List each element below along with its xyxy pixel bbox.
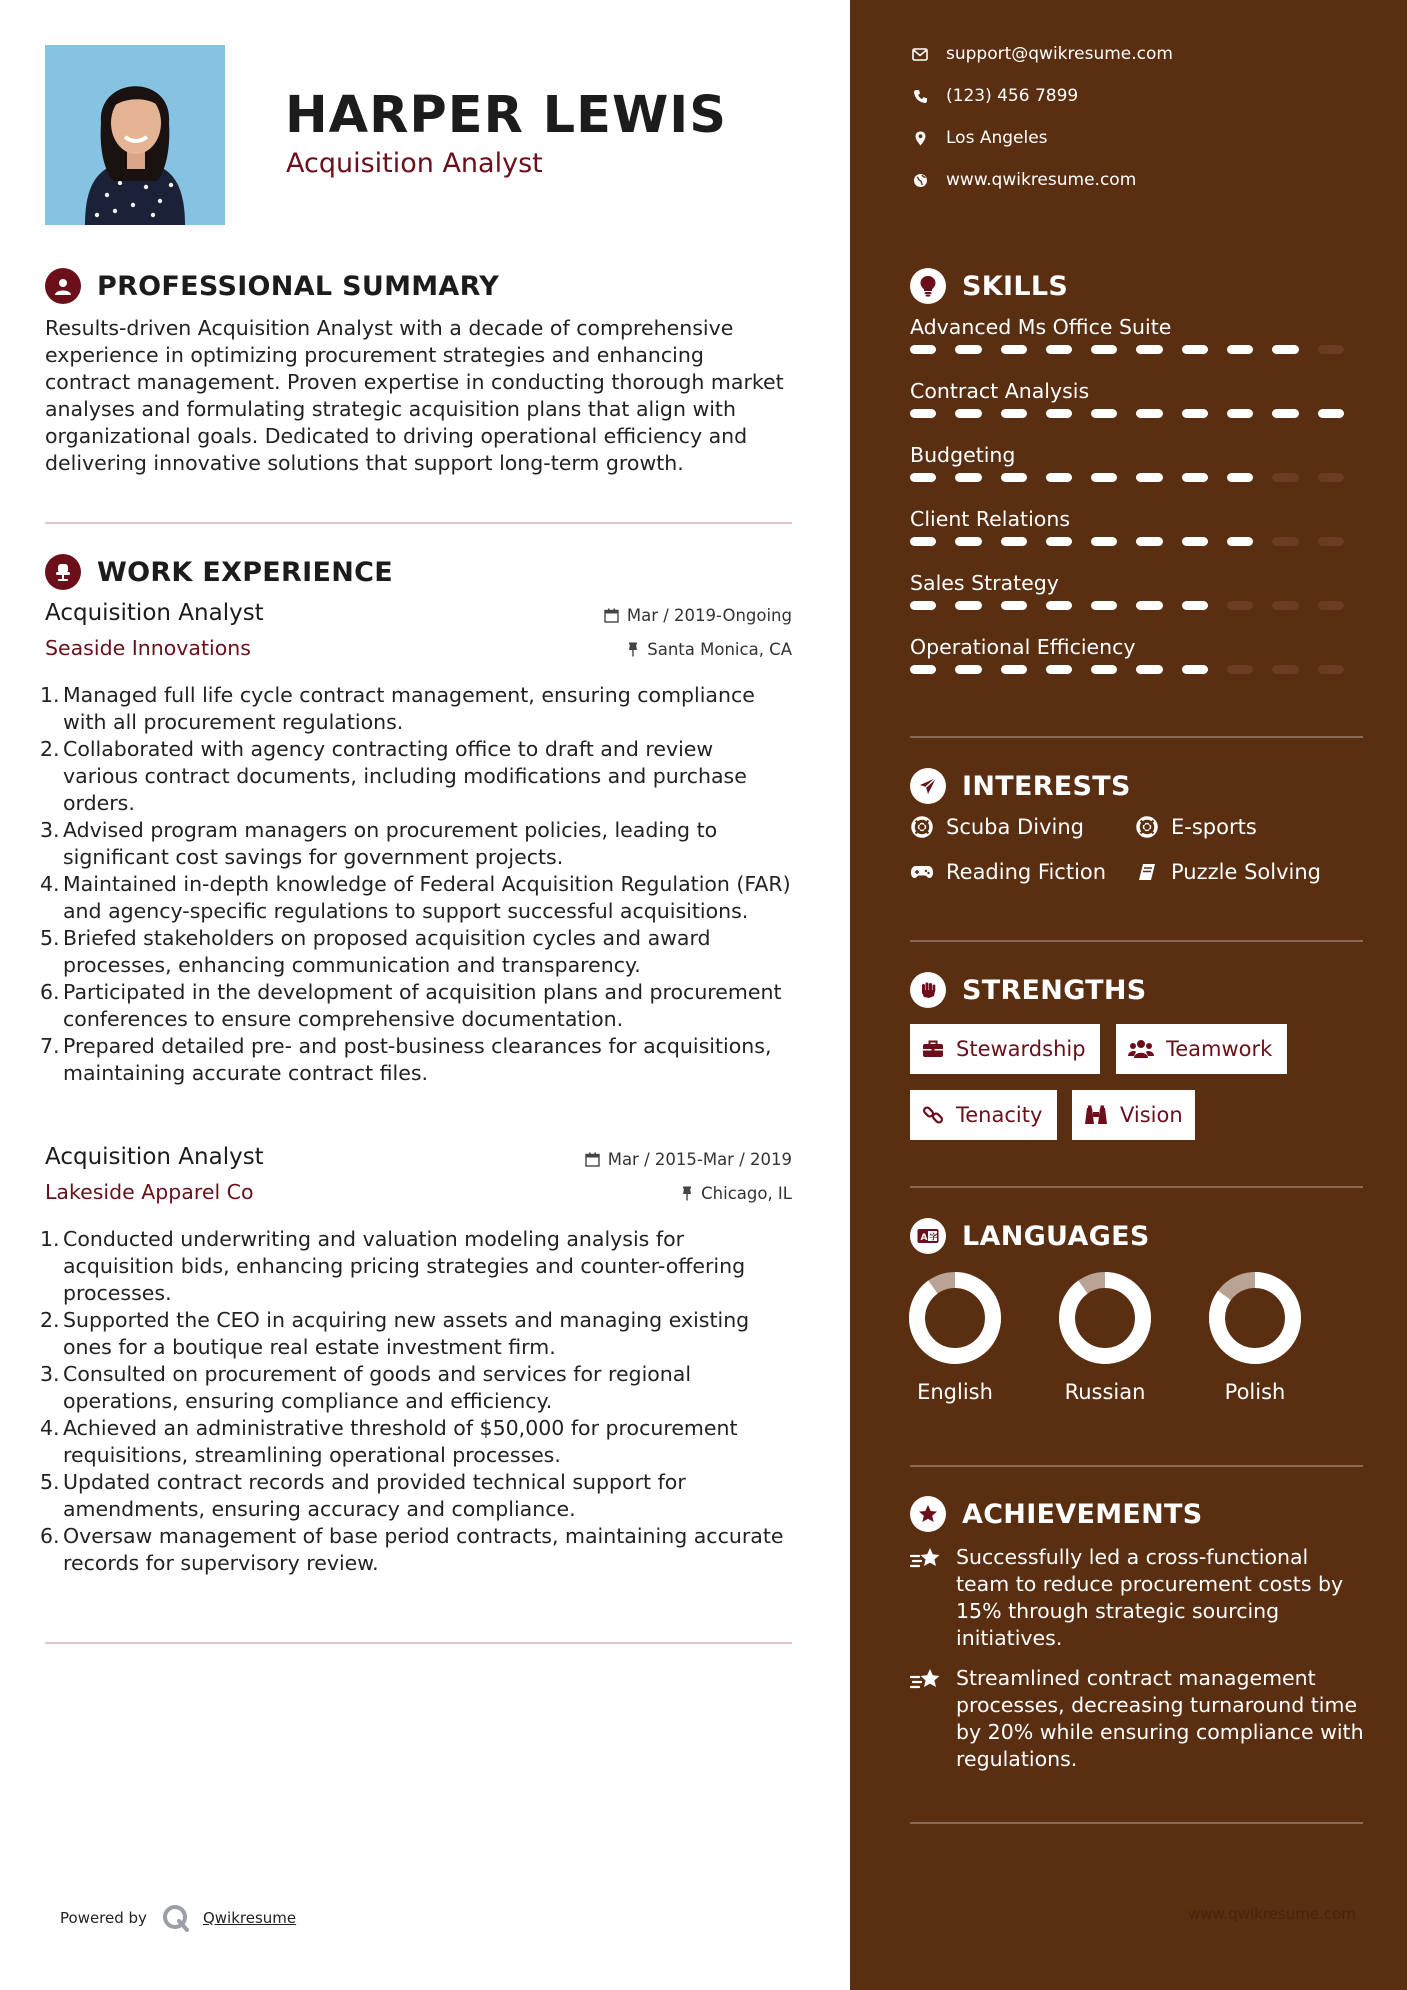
skill-name: Operational Efficiency — [910, 635, 1136, 659]
skill-level-segment — [1046, 409, 1072, 418]
qwikresume-link[interactable]: Qwikresume — [202, 1909, 297, 1927]
skill-level-segment — [1046, 665, 1072, 674]
skill-level-segment — [910, 601, 936, 610]
profile-photo — [45, 45, 225, 225]
divider — [910, 736, 1363, 738]
skill-name: Advanced Ms Office Suite — [910, 315, 1172, 339]
skill-level-segment — [1046, 473, 1072, 482]
skill-level-segment — [1272, 473, 1298, 482]
list-item — [40, 736, 792, 817]
list-text: Participated in the development of acquisition plans and procurement conferences to ensure comprehensive documentation. — [63, 980, 782, 1031]
skill-level-segment — [955, 665, 981, 674]
strength-tag: Teamwork — [1116, 1024, 1287, 1074]
list-number: 4. — [40, 1416, 60, 1440]
star-badge-icon — [910, 1496, 946, 1532]
skill-level-segment — [1136, 665, 1162, 674]
skill-level-segment — [910, 473, 936, 482]
skill-level-segment — [1182, 473, 1208, 482]
language-item — [1040, 1270, 1170, 1404]
job-title: Acquisition Analyst — [45, 600, 264, 626]
link-icon — [922, 1104, 944, 1126]
footer-site: www.qwikresume.com — [1188, 1905, 1356, 1923]
skill-level-segment — [1227, 665, 1253, 674]
list-text: Oversaw management of base period contracts, maintaining accurate records for supervisory review. — [63, 1524, 784, 1575]
skill-level-segment — [1227, 537, 1253, 546]
skill-level-segment — [1001, 537, 1027, 546]
paper-plane-icon — [910, 768, 946, 804]
languages-heading — [910, 1218, 1150, 1254]
candidate-name: HARPER LEWIS — [285, 86, 727, 145]
list-number: 5. — [40, 926, 60, 950]
divider — [910, 940, 1363, 942]
skills-title: SKILLS — [962, 270, 1069, 302]
language-item — [1190, 1270, 1320, 1404]
divider — [910, 1465, 1363, 1467]
fist-icon — [910, 972, 946, 1008]
job-bullets — [40, 1226, 792, 1577]
book-icon — [1135, 862, 1159, 882]
list-text: Managed full life cycle contract management, ensuring compliance with all procurement regulations. — [63, 683, 755, 734]
job-company: Seaside Innovations — [45, 636, 251, 660]
powered-by-label: Powered by — [60, 1909, 147, 1927]
list-text: Collaborated with agency contracting office to draft and review various contract documents, including modifications and purchase orders. — [63, 737, 747, 815]
skill-level-segment — [1091, 665, 1117, 674]
calendar-icon — [604, 608, 619, 623]
skill-item — [910, 379, 1363, 421]
skill-level-segment — [1182, 601, 1208, 610]
skill-level-segment — [1001, 601, 1027, 610]
skill-level-segment — [1046, 537, 1072, 546]
skill-level-segment — [955, 345, 981, 354]
skill-level-segment — [1182, 665, 1208, 674]
skill-level-segment — [1227, 345, 1253, 354]
language-proficiency-arc — [917, 1280, 993, 1356]
binoculars-icon — [1084, 1105, 1108, 1125]
list-text: Briefed stakeholders on proposed acquisition cycles and award processes, enhancing communication and transparency. — [63, 926, 711, 977]
skill-level-segment — [1136, 537, 1162, 546]
shooting-star-icon — [910, 1667, 942, 1699]
strength-tag: Vision — [1072, 1090, 1195, 1140]
interest-item: E-sports — [1135, 815, 1257, 839]
list-item — [40, 1469, 792, 1523]
list-item — [40, 871, 792, 925]
skill-level-segment — [1136, 473, 1162, 482]
list-number: 4. — [40, 872, 60, 896]
skill-level-segment — [1227, 409, 1253, 418]
skill-name: Sales Strategy — [910, 571, 1059, 595]
interest-item: Scuba Diving — [910, 815, 1084, 839]
skill-level-segment — [1001, 473, 1027, 482]
skill-item — [910, 443, 1363, 485]
phone-icon — [910, 89, 930, 104]
list-text: Achieved an administrative threshold of $50,000 for procurement requisitions, streamlining operational processes. — [63, 1416, 738, 1467]
strengths-title: STRENGTHS — [962, 974, 1147, 1006]
strength-tag: Stewardship — [910, 1024, 1100, 1074]
interests-heading — [910, 768, 1131, 804]
skill-level-bar — [910, 601, 1363, 613]
skill-level-segment — [1091, 601, 1117, 610]
skill-level-segment — [1227, 601, 1253, 610]
interest-item: Puzzle Solving — [1135, 860, 1321, 884]
list-item — [40, 682, 792, 736]
job-company: Lakeside Apparel Co — [45, 1180, 254, 1204]
strength-tag: Tenacity — [910, 1090, 1057, 1140]
list-item — [40, 817, 792, 871]
svg-text:A: A — [920, 1233, 928, 1243]
skill-level-segment — [910, 345, 936, 354]
skill-level-segment — [1272, 665, 1298, 674]
list-item — [40, 1033, 792, 1087]
globe-icon — [910, 173, 930, 188]
list-number: 3. — [40, 818, 60, 842]
list-number: 3. — [40, 1362, 60, 1386]
skill-level-segment — [1318, 345, 1344, 354]
skill-level-segment — [1136, 409, 1162, 418]
skill-level-segment — [955, 409, 981, 418]
skill-level-segment — [1046, 345, 1072, 354]
skill-name: Contract Analysis — [910, 379, 1090, 403]
skill-level-segment — [1091, 473, 1117, 482]
job-bullets — [40, 682, 792, 1087]
skill-level-segment — [1091, 345, 1117, 354]
skill-item — [910, 315, 1363, 357]
lifebuoy-icon — [1135, 816, 1159, 838]
contact-email[interactable]: support@qwikresume.com — [910, 44, 1173, 64]
list-text: Consulted on procurement of goods and services for regional operations, ensuring compliance and efficiency. — [63, 1362, 692, 1413]
skill-level-segment — [910, 665, 936, 674]
skill-name: Budgeting — [910, 443, 1016, 467]
languages-title: LANGUAGES — [962, 1220, 1150, 1252]
interests-title: INTERESTS — [962, 770, 1131, 802]
skill-level-segment — [1272, 409, 1298, 418]
briefcase-icon — [922, 1040, 944, 1058]
list-item — [40, 979, 792, 1033]
skill-level-segment — [1318, 473, 1344, 482]
skill-level-segment — [1318, 601, 1344, 610]
skill-level-segment — [1001, 345, 1027, 354]
skill-level-segment — [1318, 537, 1344, 546]
skill-level-segment — [1318, 409, 1344, 418]
contact-website[interactable]: www.qwikresume.com — [910, 170, 1136, 190]
skill-level-segment — [955, 601, 981, 610]
language-proficiency-ring — [1057, 1270, 1153, 1366]
skill-level-segment — [1091, 537, 1117, 546]
achievements-title: ACHIEVEMENTS — [962, 1498, 1203, 1530]
language-name: English — [917, 1380, 993, 1404]
list-text: Conducted underwriting and valuation modeling analysis for acquisition bids, enhancing pricing strategies and counter-offering processes. — [63, 1227, 746, 1305]
divider — [910, 1186, 1363, 1188]
skill-item — [910, 635, 1363, 677]
pin-icon — [681, 1186, 693, 1201]
candidate-role: Acquisition Analyst — [286, 148, 543, 179]
language-proficiency-ring — [1207, 1270, 1303, 1366]
users-icon — [1128, 1039, 1154, 1059]
divider — [910, 1822, 1363, 1824]
list-number: 5. — [40, 1470, 60, 1494]
gamepad-icon — [910, 864, 934, 880]
skill-level-bar — [910, 537, 1363, 549]
skill-level-segment — [1001, 409, 1027, 418]
language-item — [890, 1270, 1020, 1404]
experience-heading — [45, 554, 393, 590]
lifebuoy-icon — [910, 816, 934, 838]
interest-item: Reading Fiction — [910, 860, 1106, 884]
job-location: Chicago, IL — [681, 1184, 792, 1203]
list-number: 7. — [40, 1034, 60, 1058]
contact-phone[interactable]: (123) 456 7899 — [910, 86, 1078, 106]
language-proficiency-arc — [1067, 1280, 1143, 1356]
list-text: Advised program managers on procurement policies, leading to significant cost savings for government projects. — [63, 818, 718, 869]
list-item — [40, 925, 792, 979]
summary-text: Results-driven Acquisition Analyst with a decade of comprehensive experience in optimizing procurement strategies and enhancing contract management. Proven expertise in conducting thorough market analyses and formulating strategic acquisition plans that align with organizational goals. Dedicated to driving operational efficiency and delivering innovative solutions that support long-term growth. — [45, 316, 784, 475]
list-item — [40, 1361, 792, 1415]
qwikresume-logo-icon — [161, 1903, 191, 1933]
language-name: Polish — [1224, 1380, 1286, 1404]
map-marker-icon — [910, 131, 930, 146]
list-item — [40, 1415, 792, 1469]
list-item — [40, 1523, 792, 1577]
list-item — [40, 1307, 792, 1361]
skill-level-segment — [1136, 345, 1162, 354]
skill-level-segment — [1272, 601, 1298, 610]
office-chair-icon — [45, 554, 81, 590]
skill-level-segment — [1046, 601, 1072, 610]
skills-heading — [910, 268, 1068, 304]
language-proficiency-ring — [907, 1270, 1003, 1366]
strengths-heading — [910, 972, 1147, 1008]
skill-level-segment — [1091, 409, 1117, 418]
divider — [45, 522, 792, 524]
skill-level-segment — [1182, 345, 1208, 354]
list-text: Supported the CEO in acquiring new assets and managing existing ones for a boutique real estate investment firm. — [63, 1308, 750, 1359]
skill-level-segment — [1318, 665, 1344, 674]
language-icon — [910, 1218, 946, 1254]
list-text: Prepared detailed pre- and post-business clearances for acquisitions, maintaining accurate contract files. — [63, 1034, 772, 1085]
divider — [45, 1642, 792, 1644]
skill-level-segment — [1136, 601, 1162, 610]
language-name: Russian — [1064, 1380, 1146, 1404]
skill-name: Client Relations — [910, 507, 1071, 531]
skill-level-segment — [1272, 537, 1298, 546]
list-text: Updated contract records and provided technical support for amendments, ensuring accuracy and compliance. — [63, 1470, 686, 1521]
list-number: 6. — [40, 1524, 60, 1548]
job-title: Acquisition Analyst — [45, 1144, 264, 1170]
sidebar: support@qwikresume.com (123) 456 7899 Los Angeles www.qwikresume.com SKILLS Advanced Ms Office Suite Contract Analysis Budgeting Client Relations Sales Strategy Operational Efficiency INTERESTS Scuba Diving E-sports Reading Fiction Puzzle Solving STRENGTHS Stewardship Teamwork Tenacity Vision A 字 LANGUAGES English Russian Polish ACHIEVEMENTS Successfully led a cross-functional team to reduce procurement costs by 15% through strategic sourcing initiatives. Streamlined contract management processes, decreasing turnaround time by 20% while ensuring compliance with regulations. www.qwikresume.com — [850, 0, 1407, 1990]
list-number: 2. — [40, 737, 60, 761]
skill-item — [910, 507, 1363, 549]
list-number: 2. — [40, 1308, 60, 1332]
achievements-heading — [910, 1496, 1203, 1532]
envelope-icon — [910, 48, 930, 61]
experience-title: WORK EXPERIENCE — [97, 556, 393, 588]
skill-level-segment — [1182, 537, 1208, 546]
list-text: Maintained in-depth knowledge of Federal Acquisition Regulation (FAR) and agency-specific regulations to support successful acquisitions. — [63, 872, 791, 923]
job-location: Santa Monica, CA — [627, 640, 792, 659]
svg-text:字: 字 — [929, 1232, 938, 1242]
skill-level-segment — [1227, 473, 1253, 482]
pin-icon — [627, 642, 639, 657]
skill-level-bar — [910, 345, 1363, 357]
skill-level-bar — [910, 473, 1363, 485]
job-entry — [40, 600, 792, 1087]
job-entry — [40, 1144, 792, 1577]
list-number: 1. — [40, 683, 60, 707]
skill-level-segment — [955, 537, 981, 546]
skill-level-bar — [910, 665, 1363, 677]
skill-level-bar — [910, 409, 1363, 421]
skill-level-segment — [1001, 665, 1027, 674]
skill-level-segment — [910, 537, 936, 546]
skill-level-segment — [910, 409, 936, 418]
list-number: 1. — [40, 1227, 60, 1251]
powered-by — [60, 1903, 296, 1933]
summary-heading — [45, 268, 499, 304]
skill-level-segment — [1272, 345, 1298, 354]
contact-location: Los Angeles — [910, 128, 1048, 148]
list-item — [40, 1226, 792, 1307]
skill-level-segment — [1182, 409, 1208, 418]
summary-title: PROFESSIONAL SUMMARY — [97, 270, 500, 302]
calendar-icon — [585, 1152, 600, 1167]
user-icon — [45, 268, 81, 304]
shooting-star-icon — [910, 1546, 942, 1578]
skill-level-segment — [955, 473, 981, 482]
job-date: Mar / 2019-Ongoing — [604, 606, 792, 625]
skill-item — [910, 571, 1363, 613]
list-number: 6. — [40, 980, 60, 1004]
lightbulb-icon — [910, 268, 946, 304]
job-date: Mar / 2015-Mar / 2019 — [585, 1150, 792, 1169]
